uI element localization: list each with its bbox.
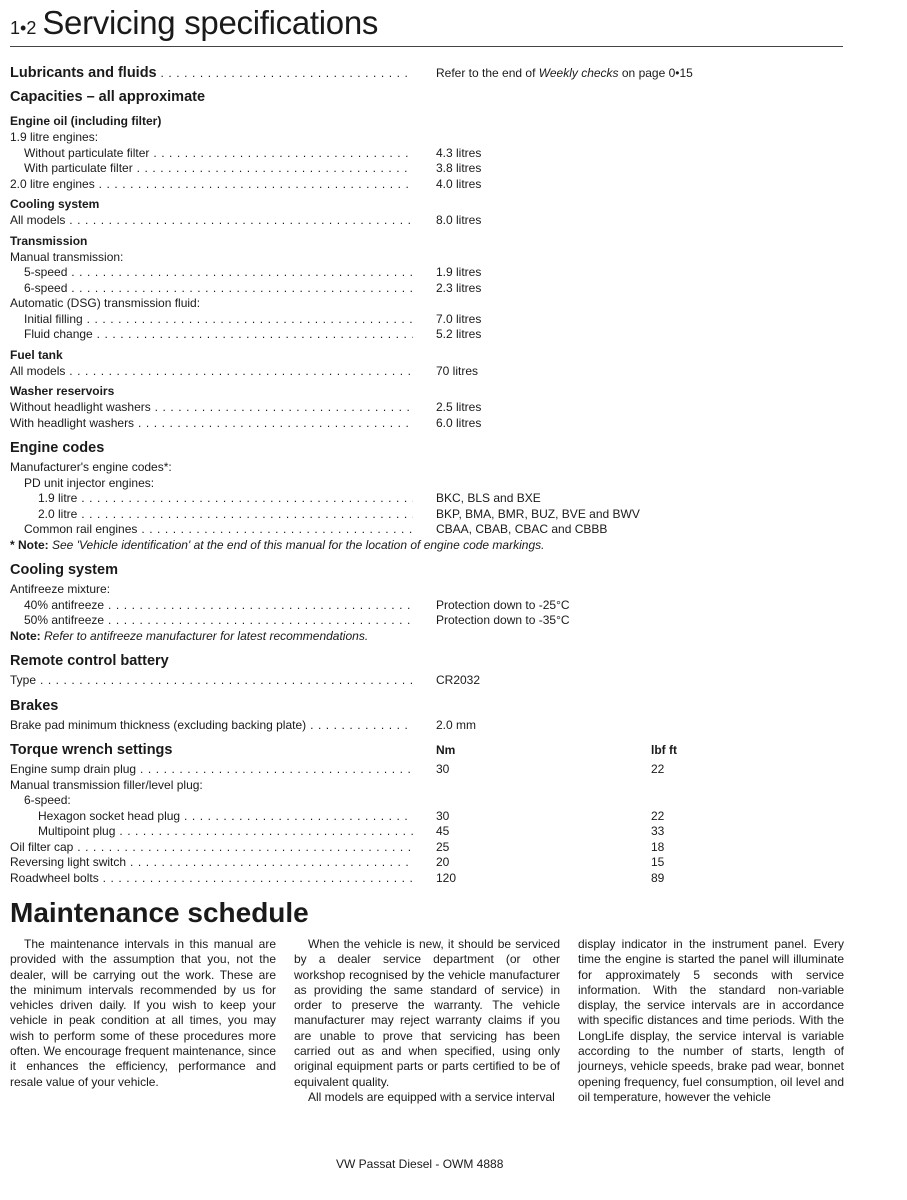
spec-row — [10, 177, 843, 193]
maintenance-title: Maintenance schedule — [10, 897, 309, 928]
maintenance-paragraph: The maintenance intervals in this manual are provided with the assumption that you, not the dealer, will be carrying out the work. These are the minimum intervals recommended by us for vehicles driven daily. If you wish to keep your vehicle in peak condition at all times, you may wish to perform some of these procedures more often. We encourage frequent maintenance, since it enhances the efficiency, performance and resale value of your vehicle. — [10, 937, 276, 1089]
antifreeze-note — [10, 629, 843, 645]
torque-nm: 30 — [436, 762, 450, 776]
spec-label: Multipoint plug . . . — [38, 824, 413, 840]
torque-manual-group: Manual transmission filler/level plug: — [10, 777, 203, 792]
spec-value: 3.8 litres — [436, 161, 482, 175]
capacities-heading: Capacities – all approximate — [10, 89, 206, 105]
spec-value: 1.9 litres — [436, 265, 482, 279]
spec-value: 70 litres — [436, 363, 479, 378]
torque-row — [10, 762, 843, 778]
engine-oil-group: 1.9 litre engines: — [10, 130, 99, 144]
spacer — [10, 553, 843, 557]
spec-label: All models . . . — [10, 213, 413, 229]
fuel-tank-heading: Fuel tank — [10, 347, 63, 362]
cooling-system-heading: Cooling system — [10, 562, 118, 578]
spec-label: Type . . . — [10, 673, 413, 689]
spec-value: 7.0 litres — [436, 311, 482, 326]
torque-speed-group: 6-speed: — [24, 793, 71, 807]
engine-oil-heading: Engine oil (including filter) — [10, 114, 162, 128]
spec-row — [10, 327, 843, 343]
spec-row — [10, 265, 843, 281]
page-header — [10, 4, 378, 44]
spec-value: Protection down to -35°C — [436, 613, 570, 627]
lubricants-value — [436, 62, 693, 84]
torque-col-nm: Nm — [436, 743, 456, 757]
lubricants-value-italic: Weekly checks — [538, 66, 619, 80]
spec-label: With particulate filter . . . — [24, 161, 413, 177]
antifreeze-group: Antifreeze mixture: — [10, 582, 111, 596]
maintenance-paragraph: display indicator in the instrument panel. Every time the engine is started the panel will illuminate for approximately 5 seconds with service information. With the standard non-variable display, the service intervals are in accordance with specific distances and time periods. With the LongLife display, the service interval is variable according to the number of starts, length of journeys, vehicle speeds, brake pad wear, bonnet opening frequency, fuel consumption, oil level and oil temperature, however the vehicle — [578, 937, 844, 1104]
torque-lbf: 33 — [651, 824, 665, 838]
transmission-heading: Transmission — [10, 233, 88, 248]
torque-row — [10, 809, 843, 825]
spec-value: BKP, BMA, BMR, BUZ, BVE and BWV — [436, 506, 640, 521]
cooling-capacity-heading: Cooling system — [10, 197, 100, 211]
specifications-section — [10, 58, 843, 886]
torque-lbf: 22 — [651, 762, 665, 776]
footer-text: VW Passat Diesel - OWM 4888 — [336, 1157, 504, 1171]
engine-codes-note — [10, 538, 843, 554]
spec-label: 2.0 litre engines . . . — [10, 177, 413, 193]
maintenance-paragraph: When the vehicle is new, it should be serviced by a dealer service department (or other workshop recognised by the vehicle manufacturer as providing the same standard of service) in order to preserve the warranty. The vehicle manufacturer may reject warranty claims if you are unable to prove that servicing has been carried out as and when specified, using only original equipment parts or parts certified to be of equivalent quality. — [294, 937, 560, 1089]
spec-value: 2.3 litres — [436, 280, 482, 295]
torque-nm: 25 — [436, 839, 450, 854]
spec-value: 4.3 litres — [436, 145, 482, 160]
spec-value: BKC, BLS and BXE — [436, 491, 541, 505]
spec-row — [10, 161, 843, 177]
note-text: See 'Vehicle identification' at the end of this manual for the location of engine code markings. — [48, 537, 545, 552]
manual-transmission-group: Manual transmission: — [10, 249, 124, 264]
spec-label: Fluid change . . . — [24, 327, 413, 343]
torque-heading — [10, 738, 843, 762]
spec-label: 40% antifreeze . . . — [24, 598, 413, 614]
spec-label: Brake pad minimum thickness (excluding backing plate) . . . — [10, 718, 413, 734]
note-bold: Note: — [10, 628, 41, 643]
spec-row — [10, 312, 843, 328]
spec-row — [10, 718, 843, 734]
lubricants-row — [10, 62, 843, 84]
spec-value: 2.5 litres — [436, 400, 482, 414]
spec-label: 50% antifreeze . . . — [24, 613, 413, 629]
note-bold: * Note: — [10, 537, 49, 552]
spec-row — [10, 673, 843, 689]
spec-label: 6-speed . . . — [24, 281, 413, 297]
torque-lbf: 18 — [651, 839, 665, 854]
spacer — [10, 431, 843, 435]
torque-row — [10, 855, 843, 871]
engine-codes-subgroup: PD unit injector engines: — [24, 475, 155, 490]
engine-codes-group: Manufacturer's engine codes*: — [10, 460, 172, 474]
spec-row — [10, 598, 843, 614]
spec-row — [10, 507, 843, 523]
lubricants-value-prefix: Refer to the end of — [436, 66, 539, 80]
spec-label: Hexagon socket head plug . . . — [38, 809, 413, 825]
spec-row — [10, 146, 843, 162]
spec-value: 6.0 litres — [436, 415, 482, 430]
spec-row — [10, 213, 843, 229]
spec-row — [10, 522, 843, 538]
torque-title: Torque wrench settings — [10, 742, 173, 758]
spec-label: 5-speed . . . — [24, 265, 413, 281]
spec-label: Roadwheel bolts . . . — [10, 871, 413, 887]
torque-lbf: 89 — [651, 870, 665, 885]
maintenance-paragraph: All models are equipped with a service interval — [308, 1089, 555, 1104]
spec-label: Without particulate filter . . . — [24, 146, 413, 162]
spec-label: Initial filling . . . — [24, 312, 413, 328]
spec-label: All models . . . — [10, 364, 413, 380]
torque-row — [10, 824, 843, 840]
remote-battery-heading: Remote control battery — [10, 653, 169, 669]
spec-label: Common rail engines . . . — [24, 522, 413, 538]
note-text: Refer to antifreeze manufacturer for latest recommendations. — [40, 628, 369, 643]
spec-label: With headlight washers . . . — [10, 416, 413, 432]
spec-row — [10, 364, 843, 380]
spec-row — [10, 613, 843, 629]
spec-row — [10, 491, 843, 507]
maintenance-column-1 — [10, 937, 276, 1090]
torque-nm: 120 — [436, 870, 457, 885]
dsg-group: Automatic (DSG) transmission fluid: — [10, 296, 201, 310]
torque-row — [10, 871, 843, 887]
spec-value: CR2032 — [436, 673, 481, 687]
torque-nm: 20 — [436, 855, 450, 869]
lubricants-value-suffix: on page 0•15 — [618, 66, 693, 80]
spec-label: Reversing light switch . . . — [10, 855, 413, 871]
spec-label: Engine sump drain plug . . . — [10, 762, 413, 778]
spec-row — [10, 281, 843, 297]
torque-row — [10, 840, 843, 856]
torque-nm: 45 — [436, 824, 450, 838]
spec-label: Without headlight washers . . . — [10, 400, 413, 416]
torque-nm: 30 — [436, 808, 450, 823]
maintenance-column-3 — [578, 937, 844, 1105]
spec-value: CBAA, CBAB, CBAC and CBBB — [436, 522, 608, 536]
spec-value: Protection down to -25°C — [436, 597, 570, 612]
spec-label: 2.0 litre . . . — [38, 507, 413, 523]
spacer — [10, 733, 843, 737]
page-title: Servicing specifications — [42, 4, 379, 41]
spec-row — [10, 400, 843, 416]
page-number: 1•2 — [10, 18, 37, 38]
spec-value: 2.0 mm — [436, 717, 477, 732]
spec-value: 8.0 litres — [436, 213, 482, 227]
spec-label: Oil filter cap . . . — [10, 840, 413, 856]
spec-row — [10, 416, 843, 432]
spacer — [10, 689, 843, 693]
lubricants-label: Lubricants and fluids . . . — [10, 62, 413, 84]
brakes-heading: Brakes — [10, 697, 59, 714]
torque-lbf: 15 — [651, 855, 665, 869]
spec-label: 1.9 litre . . . — [38, 491, 413, 507]
washer-heading: Washer reservoirs — [10, 384, 115, 398]
maintenance-column-2 — [294, 937, 560, 1105]
spec-value: 4.0 litres — [436, 176, 482, 191]
spec-value: 5.2 litres — [436, 327, 482, 341]
spacer — [10, 644, 843, 648]
header-rule — [10, 46, 843, 47]
engine-codes-heading: Engine codes — [10, 440, 105, 456]
torque-lbf: 22 — [651, 808, 665, 823]
torque-col-lbf: lbf ft — [651, 743, 677, 757]
